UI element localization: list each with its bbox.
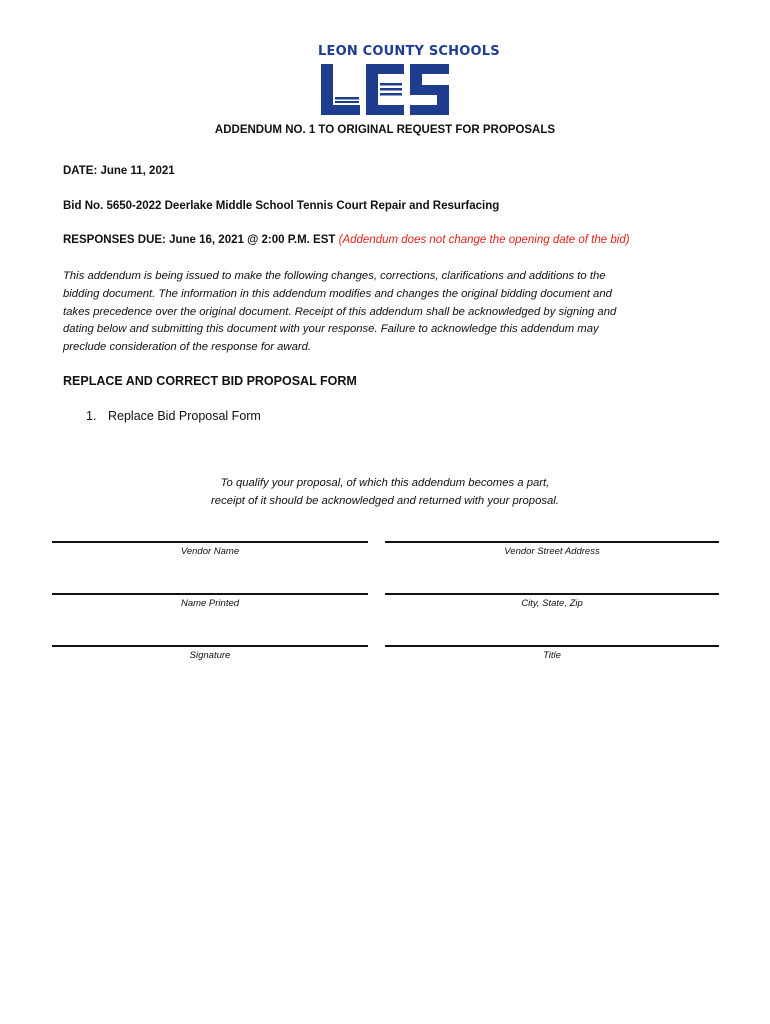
list-item-number: 1.: [86, 409, 97, 423]
responses-due-label: RESPONSES DUE: June 16, 2021 @ 2:00 P.M. EST: [63, 234, 336, 246]
document-title: ADDENDUM NO. 1 TO ORIGINAL REQUEST FOR PROPOSALS: [214, 124, 556, 136]
acknowledgement-text: [0, 475, 770, 511]
title-line[interactable]: [385, 645, 719, 647]
intro-line: dating below and submitting this document with your response. Failure to acknowledge this addendum may: [63, 323, 599, 336]
school-logo: [318, 44, 500, 118]
signature-line[interactable]: [52, 645, 368, 647]
city-state-zip-line[interactable]: [385, 593, 719, 595]
lcs-logo-mark: [318, 61, 452, 118]
vendor-street-address-label: Vendor Street Address: [504, 546, 600, 557]
name-printed-label: Name Printed: [180, 598, 240, 609]
intro-line: This addendum is being issued to make the following changes, corrections, clarifications and additions to the: [63, 270, 606, 282]
name-printed-line[interactable]: [52, 593, 368, 595]
intro-line: preclude consideration of the response for award.: [63, 341, 312, 354]
intro-line: bidding document. The information in this addendum modifies and changes the original bidding document and: [63, 287, 612, 300]
acknowledgement-line: receipt of it should be acknowledged and returned with your proposal.: [211, 494, 559, 507]
responses-due-note: (Addendum does not change the opening date of the bid): [338, 234, 630, 246]
city-state-zip-label: City, State, Zip: [521, 598, 583, 609]
vendor-name-line[interactable]: [52, 541, 368, 543]
intro-line: takes precedence over the original document. Receipt of this addendum shall be acknowledged by signing and: [63, 305, 617, 318]
intro-paragraph: [63, 268, 703, 357]
vendor-street-address-line[interactable]: [385, 541, 719, 543]
logo-text: LEON COUNTY SCHOOLS: [318, 44, 500, 59]
section-heading: REPLACE AND CORRECT BID PROPOSAL FORM: [63, 374, 357, 388]
date-line: DATE: June 11, 2021: [63, 165, 175, 177]
signature-label: Signature: [189, 650, 231, 661]
vendor-name-label: Vendor Name: [180, 546, 240, 557]
list-item-text: Replace Bid Proposal Form: [108, 409, 261, 423]
bid-line: Bid No. 5650-2022 Deerlake Middle School Tennis Court Repair and Resurfacing: [63, 200, 500, 212]
acknowledgement-line: To qualify your proposal, of which this addendum becomes a part,: [220, 477, 550, 489]
list-item: [86, 409, 261, 423]
responses-due: [63, 234, 630, 246]
title-label: Title: [543, 650, 561, 661]
